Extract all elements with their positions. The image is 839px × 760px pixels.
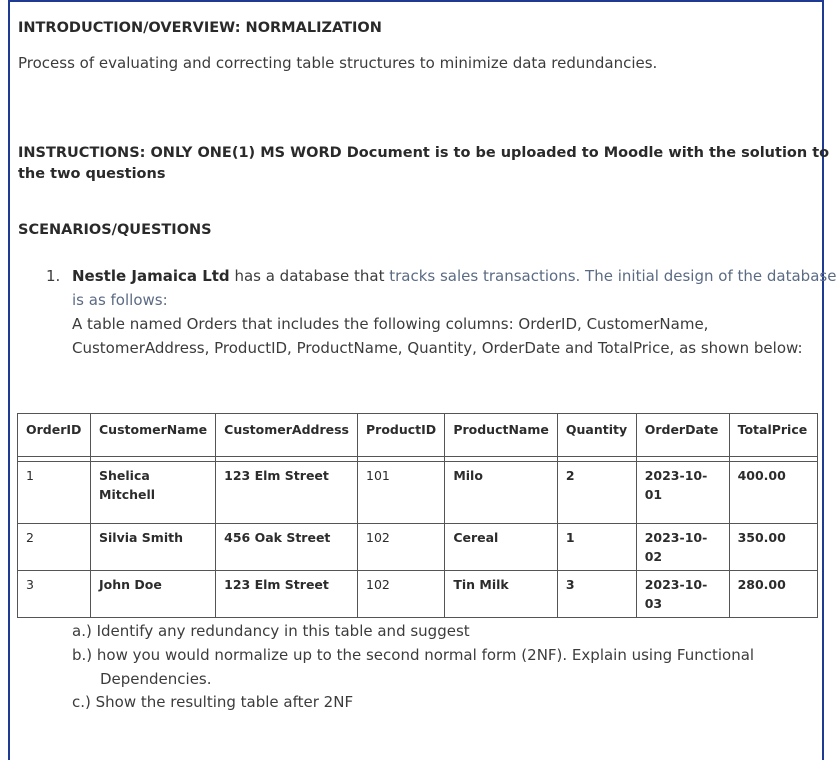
- table-row: [18, 462, 818, 524]
- question-1-line-1: [72, 267, 836, 285]
- header-cell: TotalPrice: [729, 414, 817, 457]
- subquestion-a: a.) Identify any redundancy in this table and suggest: [72, 622, 470, 640]
- table-cell: 123 Elm Street: [216, 571, 358, 618]
- instructions-line-2: the two questions: [18, 166, 166, 182]
- table-cell: 1: [557, 524, 636, 571]
- company-name: Nestle Jamaica Ltd: [72, 267, 230, 285]
- table-cell: 101: [358, 462, 445, 524]
- question-1-text-a: has a database that: [229, 267, 390, 285]
- question-number: 1.: [46, 267, 61, 285]
- table-cell: 400.00: [729, 462, 817, 524]
- table-header-row: [18, 414, 818, 457]
- question-1-text-highlight: tracks sales transactions. The initial design of the database: [389, 267, 837, 285]
- table-cell: 2023-10-02: [636, 524, 729, 571]
- table-cell: 280.00: [729, 571, 817, 618]
- table-cell: 2: [18, 524, 91, 571]
- table-cell: Milo: [445, 462, 558, 524]
- table-cell: 102: [358, 571, 445, 618]
- table-cell: 2: [557, 462, 636, 524]
- intro-text: Process of evaluating and correcting table structures to minimize data redundancies.: [18, 54, 658, 72]
- table-cell: 3: [18, 571, 91, 618]
- table-cell: 123 Elm Street: [216, 462, 358, 524]
- table-cell: 2023-10-03: [636, 571, 729, 618]
- intro-heading: INTRODUCTION/OVERVIEW: NORMALIZATION: [18, 20, 382, 36]
- header-cell: OrderDate: [636, 414, 729, 457]
- table-cell: Silvia Smith: [91, 524, 216, 571]
- table-cell: Cereal: [445, 524, 558, 571]
- question-1-line-2: is as follows:: [72, 291, 168, 309]
- scenarios-heading: SCENARIOS/QUESTIONS: [18, 222, 212, 238]
- header-cell: ProductName: [445, 414, 558, 457]
- subquestion-c: c.) Show the resulting table after 2NF: [72, 693, 354, 711]
- table-row: [18, 524, 818, 571]
- header-cell: CustomerName: [91, 414, 216, 457]
- orders-table: [17, 413, 818, 618]
- question-1-line-3: A table named Orders that includes the following columns: OrderID, CustomerName,: [72, 315, 709, 333]
- table-cell: Shelica Mitchell: [91, 462, 216, 524]
- header-cell: OrderID: [18, 414, 91, 457]
- table-cell: 102: [358, 524, 445, 571]
- table-cell: John Doe: [91, 571, 216, 618]
- table-cell: 2023-10-01: [636, 462, 729, 524]
- header-cell: CustomerAddress: [216, 414, 358, 457]
- table-cell: Tin Milk: [445, 571, 558, 618]
- table-cell: 3: [557, 571, 636, 618]
- question-1-line-4: CustomerAddress, ProductID, ProductName, Quantity, OrderDate and TotalPrice, as shown below:: [72, 339, 803, 357]
- table-cell: 456 Oak Street: [216, 524, 358, 571]
- table-row: [18, 571, 818, 618]
- table-cell: 1: [18, 462, 91, 524]
- instructions-line-1: INSTRUCTIONS: ONLY ONE(1) MS WORD Document is to be uploaded to Moodle with the solution to: [18, 145, 830, 161]
- subquestion-b-line-1: b.) how you would normalize up to the second normal form (2NF). Explain using Functional: [72, 646, 755, 664]
- subquestion-b-line-2: Dependencies.: [100, 670, 212, 688]
- header-cell: ProductID: [358, 414, 445, 457]
- header-cell: Quantity: [557, 414, 636, 457]
- table-cell: 350.00: [729, 524, 817, 571]
